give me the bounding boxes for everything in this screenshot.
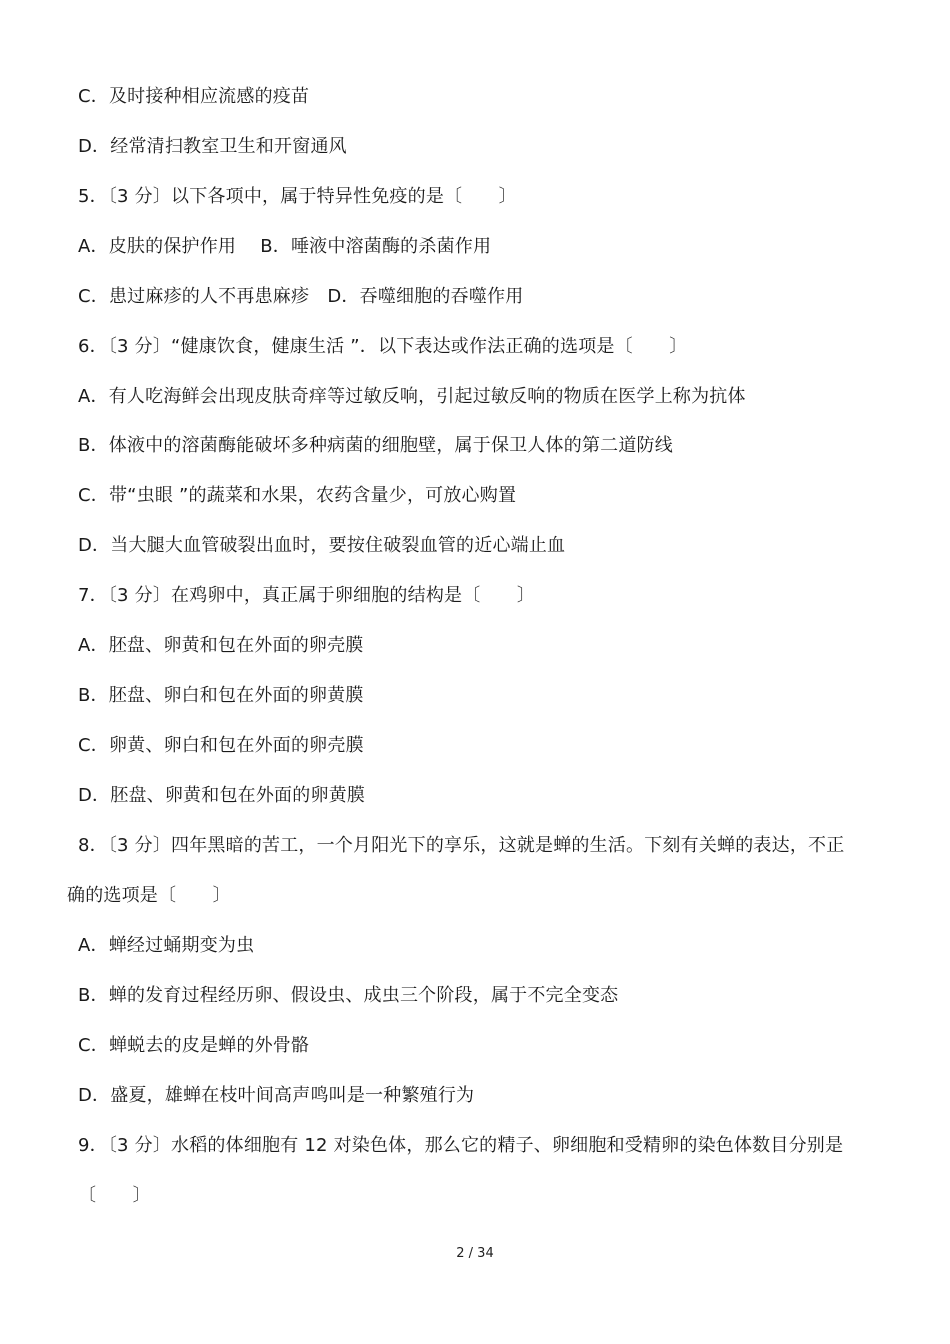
option-6a: A．有人吃海鲜会出现皮肤奇痒等过敏反响，引起过敏反响的物质在医学上称为抗体 [78,386,746,407]
option-8a: A．蝉经过蛹期变为虫 [78,935,255,956]
option-7c: C．卵黄、卵白和包在外面的卵壳膜 [78,735,364,756]
option-4d: D．经常清扫教室卫生和开窗通风 [78,136,347,157]
page-number: 2 / 34 [456,1246,494,1261]
options-5ab: A．皮肤的保护作用 B．唾液中溶菌酶的杀菌作用 [78,236,492,257]
option-6c: C．带“虫眼 ”的蔬菜和水果，农药含量少，可放心购置 [78,485,517,506]
question-5: 5．〔3 分〕以下各项中，属于特异性免疫的是〔 〕 [78,186,517,207]
option-8d: D．盛夏，雄蝉在枝叶间高声鸣叫是一种繁殖行为 [78,1085,475,1106]
question-6: 6．〔3 分〕“健康饮食，健康生活 ”．以下表达或作法正确的选项是〔 〕 [78,336,688,357]
option-7b: B．胚盘、卵白和包在外面的卵黄膜 [78,685,364,706]
question-8-continued: 确的选项是〔 〕 [67,885,231,906]
option-8b: B．蝉的发育过程经历卵、假设虫、成虫三个阶段，属于不完全变态 [78,985,619,1006]
question-7: 7．〔3 分〕在鸡卵中，真正属于卵细胞的结构是〔 〕 [78,585,536,606]
question-9: 9．〔3 分〕水稻的体细胞有 12 对染色体，那么它的精子、卵细胞和受精卵的染色体数目分别是 [78,1135,844,1156]
option-6d: D．当大腿大血管破裂出血时，要按住破裂血管的近心端止血 [78,535,566,556]
question-9-continued: 〔 〕 [78,1185,151,1206]
option-4c: C．及时接种相应流感的疫苗 [78,86,310,107]
options-5cd: C．患过麻疹的人不再患麻疹 D．吞噬细胞的吞噬作用 [78,286,524,307]
option-7d: D．胚盘、卵黄和包在外面的卵黄膜 [78,785,366,806]
option-7a: A．胚盘、卵黄和包在外面的卵壳膜 [78,635,364,656]
option-8c: C．蝉蜕去的皮是蝉的外骨骼 [78,1035,310,1056]
question-8: 8．〔3 分〕四年黑暗的苦工，一个月阳光下的享乐，这就是蝉的生活。下刻有关蝉的表达，不正 [78,835,845,856]
option-6b: B．体液中的溶菌酶能破坏多种病菌的细胞壁，属于保卫人体的第二道防线 [78,435,673,456]
